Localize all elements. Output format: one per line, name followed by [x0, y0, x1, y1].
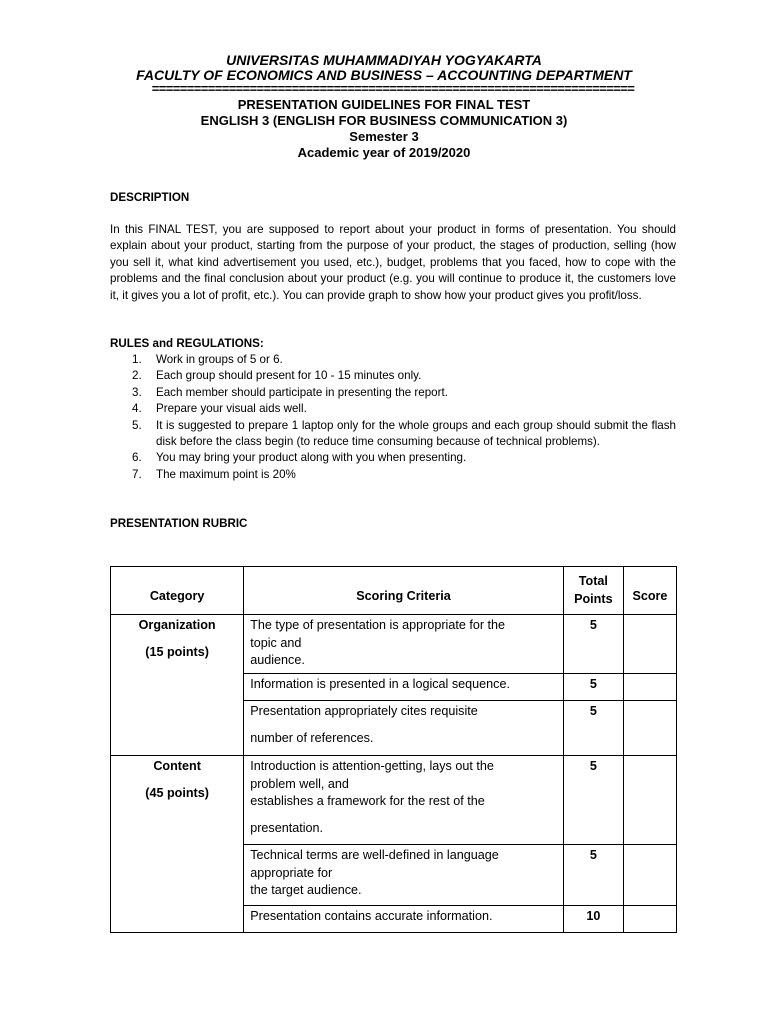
- rules-heading: RULES and REGULATIONS:: [110, 337, 264, 350]
- category-content: [111, 756, 244, 933]
- document-title: PRESENTATION GUIDELINES FOR FINAL TEST: [237, 97, 531, 112]
- score-cell: [623, 756, 676, 845]
- criteria-line: the target audience.: [250, 883, 362, 897]
- list-text: Each group should present for 10 - 15 minutes only.: [156, 369, 422, 383]
- list-item: [110, 467, 676, 483]
- criteria-line: audience.: [250, 653, 305, 667]
- header-rule: =====================================================================: [151, 81, 635, 96]
- criteria-line: Presentation appropriately cites requisite: [250, 704, 478, 718]
- criteria-cell: [244, 674, 564, 701]
- criteria-line: Introduction is attention-getting, lays out the: [250, 759, 494, 773]
- list-number: 5.: [132, 418, 142, 432]
- list-item: [110, 450, 676, 466]
- criteria-cell: [244, 906, 564, 933]
- criteria-line: topic and: [250, 635, 302, 650]
- criteria-line: Presentation contains accurate information.: [250, 909, 493, 923]
- category-points: (15 points): [145, 644, 209, 659]
- criteria-cell: [244, 701, 564, 756]
- rubric-table: [110, 566, 677, 933]
- academic-year: Academic year of 2019/2020: [297, 145, 471, 160]
- table-header-row: [111, 567, 677, 615]
- criteria-line: presentation.: [250, 820, 324, 835]
- list-number: 7.: [132, 467, 142, 481]
- column-header-category: Category: [111, 567, 244, 615]
- column-header-points-line1: Total: [578, 574, 608, 588]
- table-row: [111, 615, 677, 674]
- list-text: You may bring your product along with you when presenting.: [156, 451, 467, 465]
- description-text: In this FINAL TEST, you are supposed to report about your product in forms of presentation. You should explain about your product, starting from the purpose of your product, the stages of production, selling (how you sell it, what kind advertisement you used, etc.), budget, problems that you faced, how to cope with the problems and the final conclusion about your product (e.g. you will continue to produce it, the customers love it, it gives you a lot of profit, etc.). You can provide graph to show how your product gives you profit/loss.: [110, 223, 676, 302]
- criteria-cell: [244, 845, 564, 906]
- criteria-cell: [244, 756, 564, 845]
- criteria-line: The type of presentation is appropriate for the: [250, 618, 506, 632]
- score-cell: [623, 845, 676, 906]
- list-item: [110, 352, 676, 368]
- list-number: 6.: [132, 451, 142, 465]
- column-header-points: [563, 567, 623, 615]
- course-name: ENGLISH 3 (ENGLISH FOR BUSINESS COMMUNICATION 3): [200, 113, 568, 128]
- list-text: Prepare your visual aids well.: [156, 402, 307, 416]
- points-cell: 5: [563, 756, 623, 845]
- criteria-line: problem well, and: [250, 776, 349, 791]
- criteria-line: establishes a framework for the rest of the: [250, 794, 485, 808]
- rubric-heading: PRESENTATION RUBRIC: [110, 517, 248, 530]
- points-cell: 5: [563, 701, 623, 756]
- category-name: Content: [153, 759, 201, 773]
- description-heading: DESCRIPTION: [110, 191, 190, 204]
- table-row: [111, 756, 677, 845]
- criteria-line: Technical terms are well-defined in language: [250, 848, 499, 862]
- category-organization: [111, 615, 244, 756]
- list-number: 4.: [132, 402, 142, 416]
- criteria-line: number of references.: [250, 730, 374, 745]
- list-item: [110, 418, 676, 451]
- criteria-cell: [244, 615, 564, 674]
- score-cell: [623, 674, 676, 701]
- list-text: It is suggested to prepare 1 laptop only for the whole groups and each group should submit the flash disk before the class begin (to reduce time consuming because of technical problems).: [156, 418, 676, 449]
- faculty-name: FACULTY OF ECONOMICS AND BUSINESS – ACCOUNTING DEPARTMENT: [136, 67, 632, 83]
- list-text: Each member should participate in presenting the report.: [156, 385, 448, 399]
- points-cell: 5: [563, 674, 623, 701]
- list-number: 3.: [132, 385, 142, 399]
- criteria-line: Information is presented in a logical sequence.: [250, 677, 510, 691]
- points-cell: 5: [563, 615, 623, 674]
- list-item: [110, 401, 676, 417]
- points-cell: 5: [563, 845, 623, 906]
- column-header-points-line2: Points: [574, 591, 613, 606]
- list-item: [110, 385, 676, 401]
- list-number: 1.: [132, 353, 142, 366]
- score-cell: [623, 615, 676, 674]
- list-text: The maximum point is 20%: [156, 467, 296, 481]
- column-header-criteria: Scoring Criteria: [244, 567, 564, 615]
- university-name: UNIVERSITAS MUHAMMADIYAH YOGYAKARTA: [226, 52, 542, 68]
- list-number: 2.: [132, 369, 142, 383]
- rules-list: [110, 352, 676, 483]
- semester: Semester 3: [349, 129, 419, 144]
- category-name: Organization: [138, 618, 216, 632]
- list-text: Work in groups of 5 or 6.: [156, 353, 283, 366]
- list-item: [110, 368, 676, 384]
- column-header-score: Score: [623, 567, 676, 615]
- category-points: (45 points): [145, 785, 209, 800]
- criteria-line: appropriate for: [250, 865, 333, 880]
- score-cell: [623, 906, 676, 933]
- score-cell: [623, 701, 676, 756]
- points-cell: 10: [563, 906, 623, 933]
